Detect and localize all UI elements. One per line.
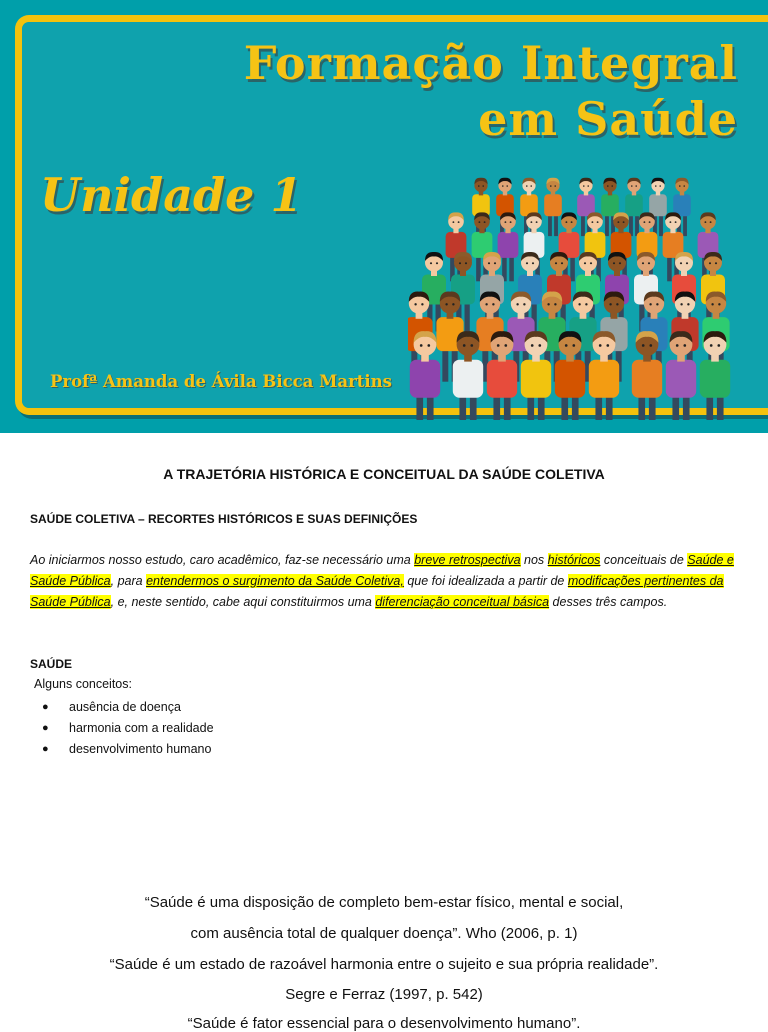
concepts-list bbox=[30, 697, 214, 760]
paragraph-text: desses três campos. bbox=[549, 595, 668, 609]
bullet-icon: ● bbox=[42, 722, 49, 734]
list-item bbox=[30, 739, 214, 760]
document-title: A TRAJETÓRIA HISTÓRICA E CONCEITUAL DA SAÚDE COLETIVA bbox=[163, 466, 605, 482]
person-figure bbox=[410, 331, 440, 420]
person-figure bbox=[524, 212, 545, 281]
person-figure bbox=[611, 212, 632, 281]
person-figure bbox=[625, 178, 643, 236]
concept-text: desenvolvimento humano bbox=[69, 742, 212, 756]
unit-title: Unidade 1 bbox=[40, 168, 303, 222]
person-figure bbox=[666, 331, 696, 420]
intro-paragraph bbox=[30, 550, 742, 613]
highlighted-text: entendermos o surgimento da Saúde Coletiva, bbox=[146, 574, 404, 588]
person-figure bbox=[544, 178, 562, 236]
cover-title-line-1: Formação Integral bbox=[243, 36, 738, 90]
person-figure bbox=[555, 331, 585, 420]
person-figure bbox=[521, 331, 551, 420]
paragraph-text: Ao iniciarmos nosso estudo, caro acadêmico, faz-se necessário uma bbox=[30, 553, 415, 567]
concepts-intro: Alguns conceitos: bbox=[34, 677, 132, 691]
quote-line: “Saúde é fator essencial para o desenvolvimento humano”. bbox=[187, 1015, 581, 1032]
concept-text: ausência de doença bbox=[69, 700, 181, 714]
paragraph-text: conceituais de bbox=[600, 553, 688, 567]
person-figure bbox=[453, 331, 483, 420]
crowd-of-people-illustration bbox=[408, 160, 748, 420]
person-figure bbox=[700, 331, 730, 420]
paragraph-text: que foi idealizada a partir de bbox=[403, 574, 568, 588]
bullet-icon: ● bbox=[42, 701, 49, 713]
paragraph-text: , e, neste sentido, cabe aqui constituirmos uma bbox=[110, 595, 376, 609]
highlighted-text: diferenciação conceitual básica bbox=[375, 595, 550, 609]
author-name: Profª Amanda de Ávila Bicca Martins bbox=[50, 372, 392, 391]
section-title-saude-coletiva: SAÚDE COLETIVA – RECORTES HISTÓRICOS E SUAS DEFINIÇÕES bbox=[30, 512, 418, 526]
cover-title-line-2: em Saúde bbox=[478, 92, 738, 146]
highlighted-text: modificações pertinentes da Saúde Pública bbox=[30, 574, 724, 609]
bullet-icon: ● bbox=[42, 743, 49, 755]
person-figure bbox=[498, 212, 519, 281]
quote-line: “Saúde é um estado de razoável harmonia entre o sujeito e sua própria realidade”. bbox=[109, 956, 659, 973]
person-figure bbox=[487, 331, 517, 420]
paragraph-text: nos bbox=[520, 553, 548, 567]
quote-line: Segre e Ferraz (1997, p. 542) bbox=[285, 986, 483, 1003]
cover-banner bbox=[0, 0, 768, 433]
person-figure bbox=[589, 331, 619, 420]
paragraph-text: , para bbox=[110, 574, 147, 588]
quote-line: “Saúde é uma disposição de completo bem-estar físico, mental e social, bbox=[144, 894, 624, 911]
quote-line: com ausência total de qualquer doença”. Who (2006, p. 1) bbox=[190, 925, 578, 942]
list-item bbox=[30, 718, 214, 739]
list-item bbox=[30, 697, 214, 718]
person-figure bbox=[632, 331, 662, 420]
highlighted-text: históricos bbox=[547, 553, 601, 567]
person-figure bbox=[663, 212, 684, 281]
concept-text: harmonia com a realidade bbox=[69, 721, 214, 735]
highlighted-text: Saúde e Saúde Pública bbox=[30, 553, 734, 588]
highlighted-text: breve retrospectiva bbox=[414, 553, 521, 567]
section-title-saude: SAÚDE bbox=[30, 657, 73, 671]
